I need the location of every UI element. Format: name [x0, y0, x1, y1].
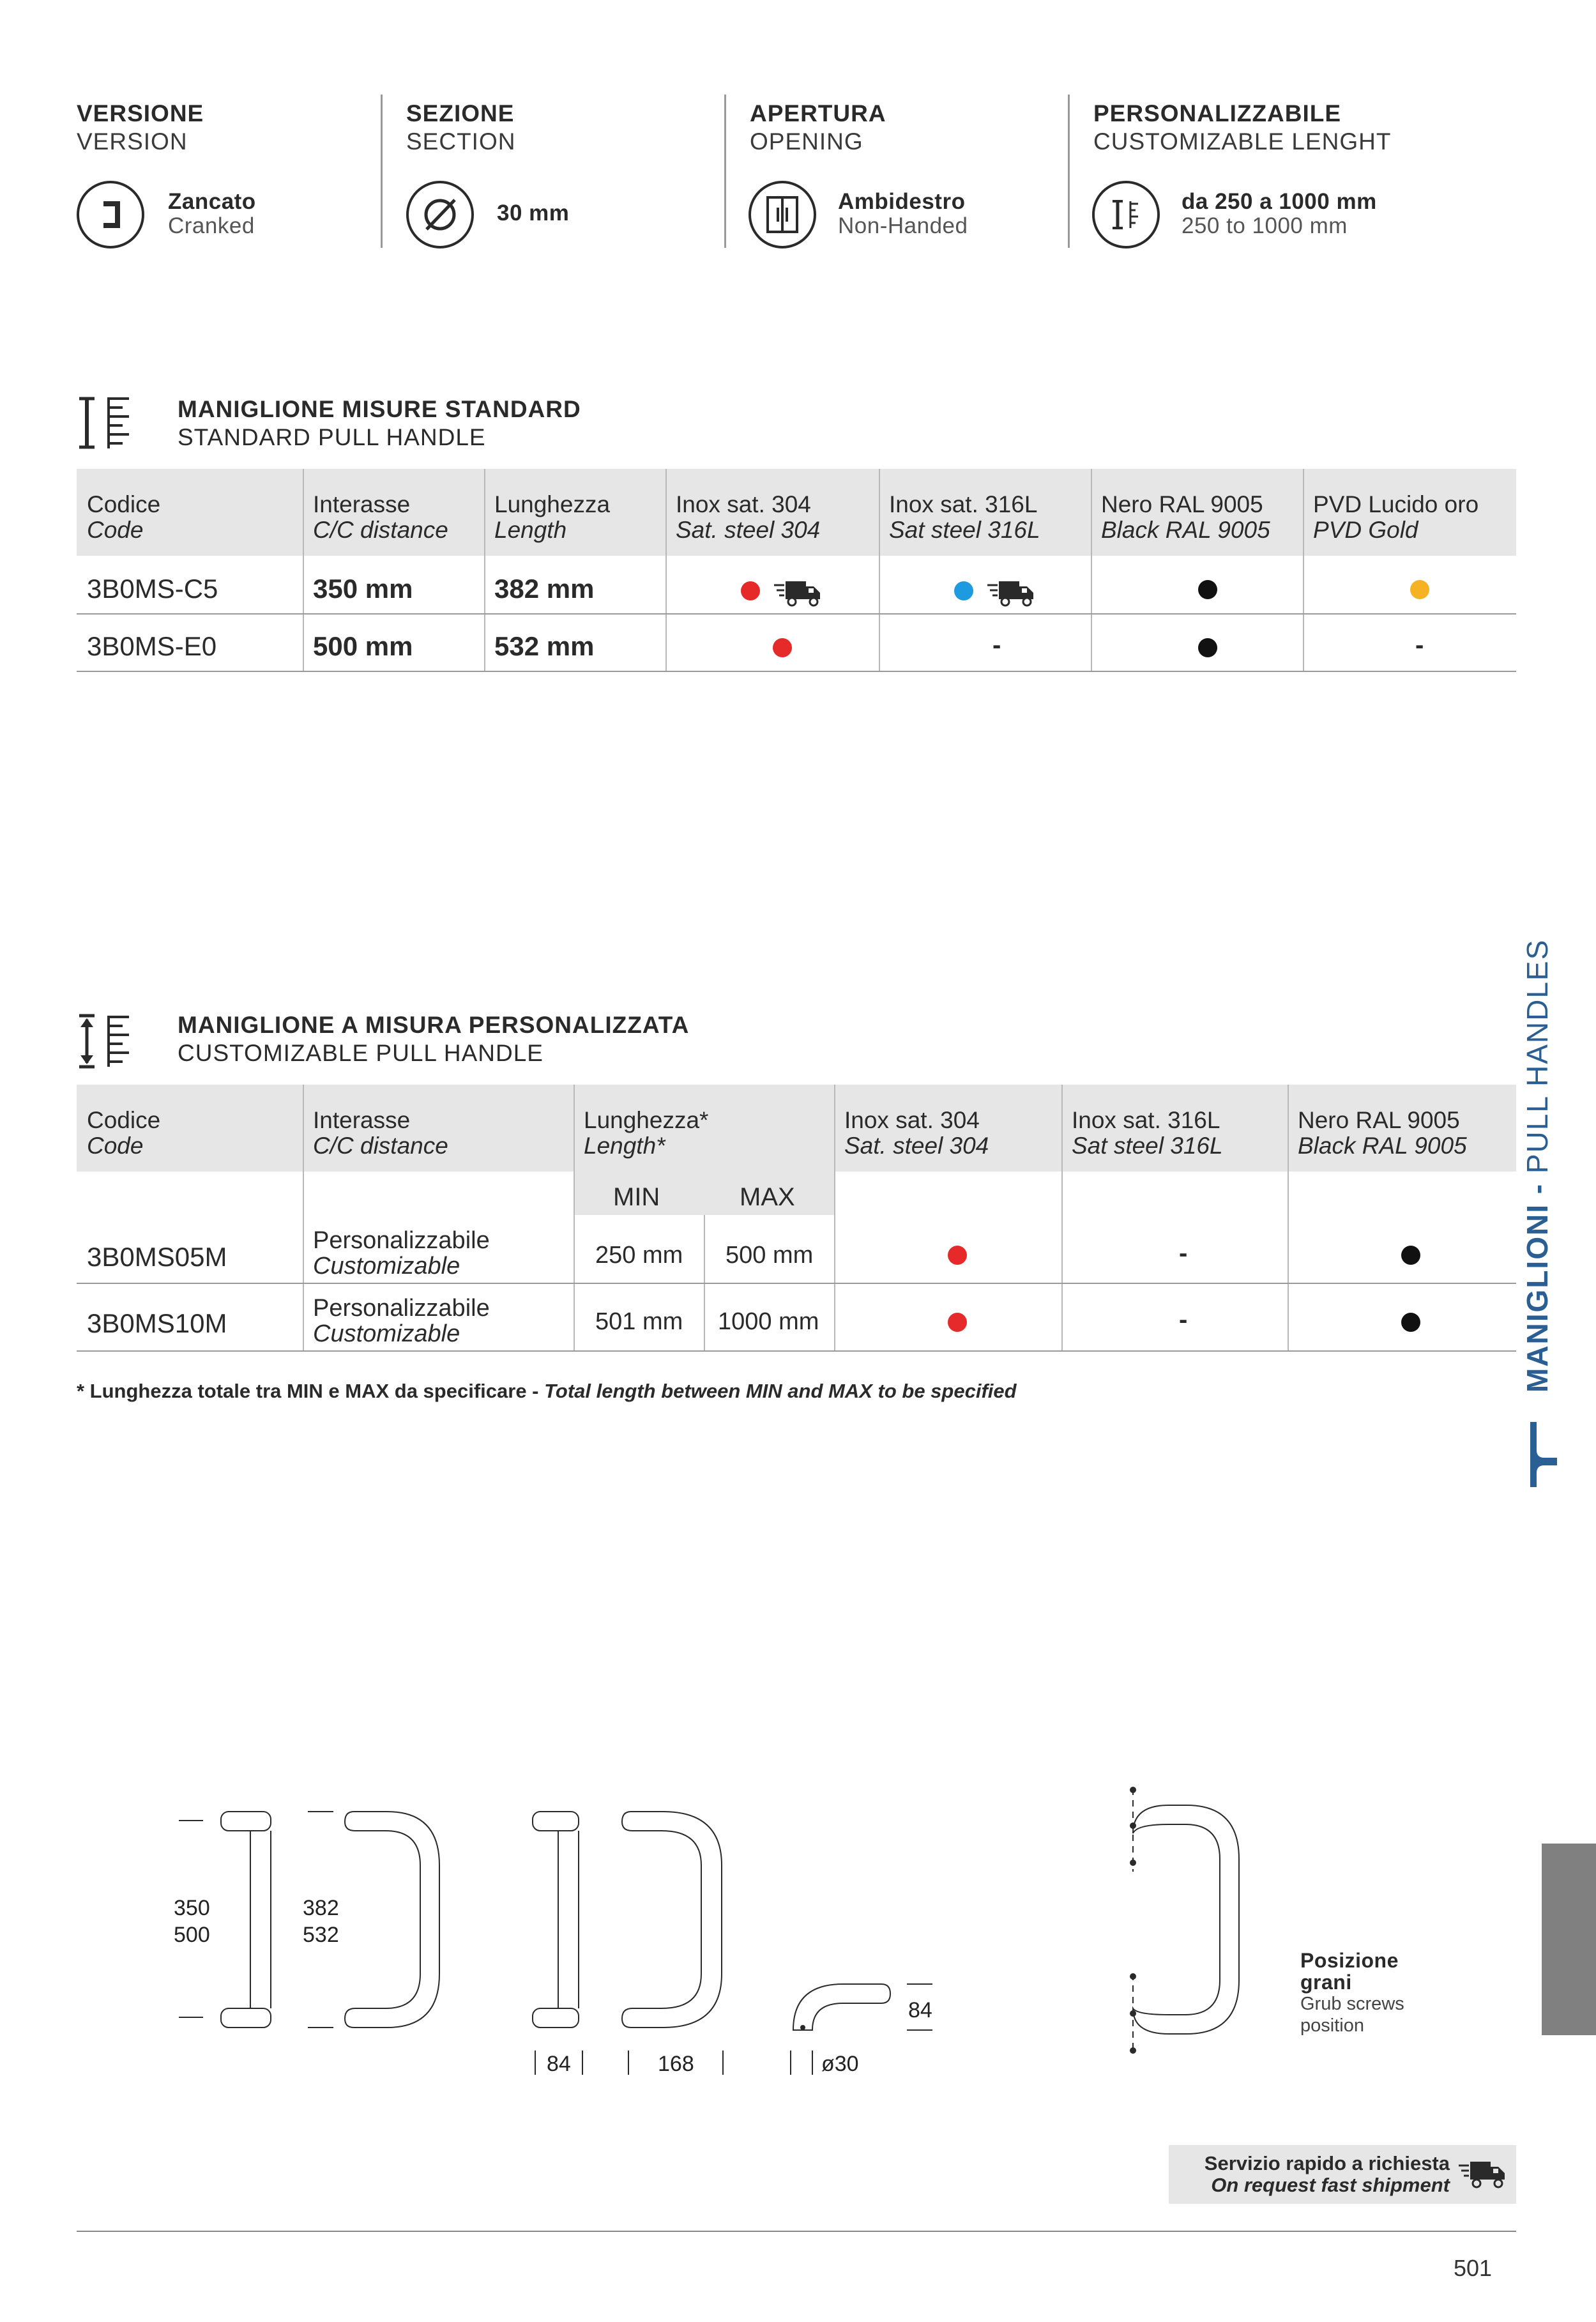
dimension-depth: 84 — [547, 2052, 571, 2076]
cell-code: 3B0MS-C5 — [87, 574, 218, 604]
availability-dot-black — [1401, 1313, 1420, 1332]
diameter-icon — [406, 181, 474, 248]
grub-screw-drawing — [1111, 1776, 1252, 2063]
column-header-gold: PVD Lucido oro PVD Gold — [1313, 491, 1479, 543]
cell-length: 532 mm — [494, 631, 595, 661]
feature-divider — [724, 95, 726, 248]
length-ruler-icon — [75, 395, 133, 451]
feature-custom-value-en: 250 to 1000 mm — [1182, 213, 1348, 238]
dimension-cc: 350 — [174, 1896, 210, 1920]
column-header-code: Codice Code — [87, 491, 161, 543]
column-header-min: MIN — [613, 1183, 660, 1211]
feature-opening-value: Ambidestro — [838, 189, 966, 214]
section-title: MANIGLIONE A MISURA PERSONALIZZATA — [178, 1012, 690, 1038]
grub-screws-label: Grub screws position — [1300, 1994, 1404, 2036]
truck-icon — [774, 577, 823, 608]
double-door-icon — [749, 181, 816, 248]
not-available-dash: - — [1179, 1306, 1188, 1334]
cell-cc: 500 mm — [313, 631, 413, 661]
feature-custom-subtitle: CUSTOMIZABLE LENGHT — [1093, 128, 1392, 155]
not-available-dash: - — [992, 631, 1001, 659]
dimension-cc: 500 — [174, 1923, 210, 1947]
technical-drawing — [166, 1776, 958, 2082]
feature-version-title: VERSIONE — [77, 100, 204, 126]
cell-code: 3B0MS10M — [87, 1308, 227, 1338]
not-available-dash: - — [1179, 1239, 1188, 1267]
availability-dot-gold — [1410, 580, 1429, 599]
feature-custom-value: da 250 a 1000 mm — [1182, 189, 1377, 214]
column-header-steel316: Inox sat. 316L Sat steel 316L — [1072, 1107, 1223, 1159]
column-header-length: Lunghezza Length — [494, 491, 611, 543]
availability-dot-red — [773, 638, 792, 657]
dimension-length: 532 — [303, 1923, 339, 1947]
footnote: * Lunghezza totale tra MIN e MAX da specificare - Total length between MIN and MAX to be specified — [77, 1380, 1017, 1402]
fast-shipment-label: Servizio rapido a richiesta On request fast shipment — [1204, 2152, 1450, 2196]
truck-icon — [1459, 2158, 1507, 2190]
cell-length: 382 mm — [494, 574, 595, 604]
availability-dot-black — [1401, 1246, 1420, 1265]
feature-section-subtitle: SECTION — [406, 128, 516, 155]
cell-code: 3B0MS05M — [87, 1242, 227, 1272]
section-subtitle: STANDARD PULL HANDLE — [178, 424, 486, 450]
availability-dot-black — [1198, 638, 1217, 657]
feature-opening-value-en: Non-Handed — [838, 213, 968, 238]
availability-dot-black — [1198, 580, 1217, 599]
page-tab-gray — [1542, 1844, 1596, 2035]
cell-cc: Personalizzabile Customizable — [313, 1227, 490, 1279]
column-header-cc: Interasse C/C distance — [313, 1107, 448, 1159]
dimension-length: 382 — [303, 1896, 339, 1920]
availability-dot-red — [948, 1246, 967, 1265]
grub-screws-title: Posizione grani — [1300, 1949, 1399, 1994]
cell-cc: Personalizzabile Customizable — [313, 1295, 490, 1347]
cell-min: 501 mm — [595, 1308, 683, 1335]
availability-dot-red — [948, 1313, 967, 1332]
cell-max: 1000 mm — [718, 1308, 819, 1335]
dimension-depth: 168 — [658, 2052, 694, 2076]
custom-length-icon — [75, 1013, 133, 1069]
column-header-black: Nero RAL 9005 Black RAL 9005 — [1298, 1107, 1467, 1159]
feature-divider — [1068, 95, 1070, 248]
column-header-cc: Interasse C/C distance — [313, 491, 448, 543]
column-header-max: MAX — [740, 1183, 795, 1211]
feature-version-value-en: Cranked — [168, 213, 255, 238]
section-title: MANIGLIONE MISURE STANDARD — [178, 396, 581, 422]
truck-icon — [987, 577, 1036, 608]
cell-min: 250 mm — [595, 1242, 683, 1269]
availability-dot-blue — [954, 581, 973, 600]
feature-section-value: 30 mm — [497, 201, 570, 225]
length-ruler-icon — [1092, 181, 1160, 248]
column-header-steel316: Inox sat. 316L Sat steel 316L — [889, 491, 1040, 543]
page-number: 501 — [1454, 2255, 1493, 2281]
section-subtitle: CUSTOMIZABLE PULL HANDLE — [178, 1040, 543, 1066]
cell-max: 500 mm — [726, 1242, 814, 1269]
column-header-steel304: Inox sat. 304 Sat. steel 304 — [676, 491, 821, 543]
cranked-handle-icon — [77, 181, 144, 248]
column-header-length: Lunghezza* Length* — [584, 1107, 709, 1159]
availability-dot-red — [741, 581, 760, 600]
column-header-black: Nero RAL 9005 Black RAL 9005 — [1101, 491, 1270, 543]
column-header-steel304: Inox sat. 304 Sat. steel 304 — [844, 1107, 989, 1159]
feature-opening-title: APERTURA — [750, 100, 886, 126]
cell-code: 3B0MS-E0 — [87, 631, 217, 661]
footer-rule — [77, 2231, 1516, 2232]
column-header-code: Codice Code — [87, 1107, 161, 1159]
feature-version-value: Zancato — [168, 189, 256, 214]
feature-section-title: SEZIONE — [406, 100, 515, 126]
dimension-diameter: ø30 — [821, 2052, 859, 2076]
dimension-side-depth: 84 — [908, 1998, 932, 2022]
feature-opening-subtitle: OPENING — [750, 128, 863, 155]
cranked-handle-icon — [1528, 1422, 1557, 1487]
feature-custom-title: PERSONALIZZABILE — [1093, 100, 1342, 126]
not-available-dash: - — [1415, 631, 1424, 659]
feature-version-subtitle: VERSION — [77, 128, 188, 155]
cell-cc: 350 mm — [313, 574, 413, 604]
feature-divider — [381, 95, 383, 248]
